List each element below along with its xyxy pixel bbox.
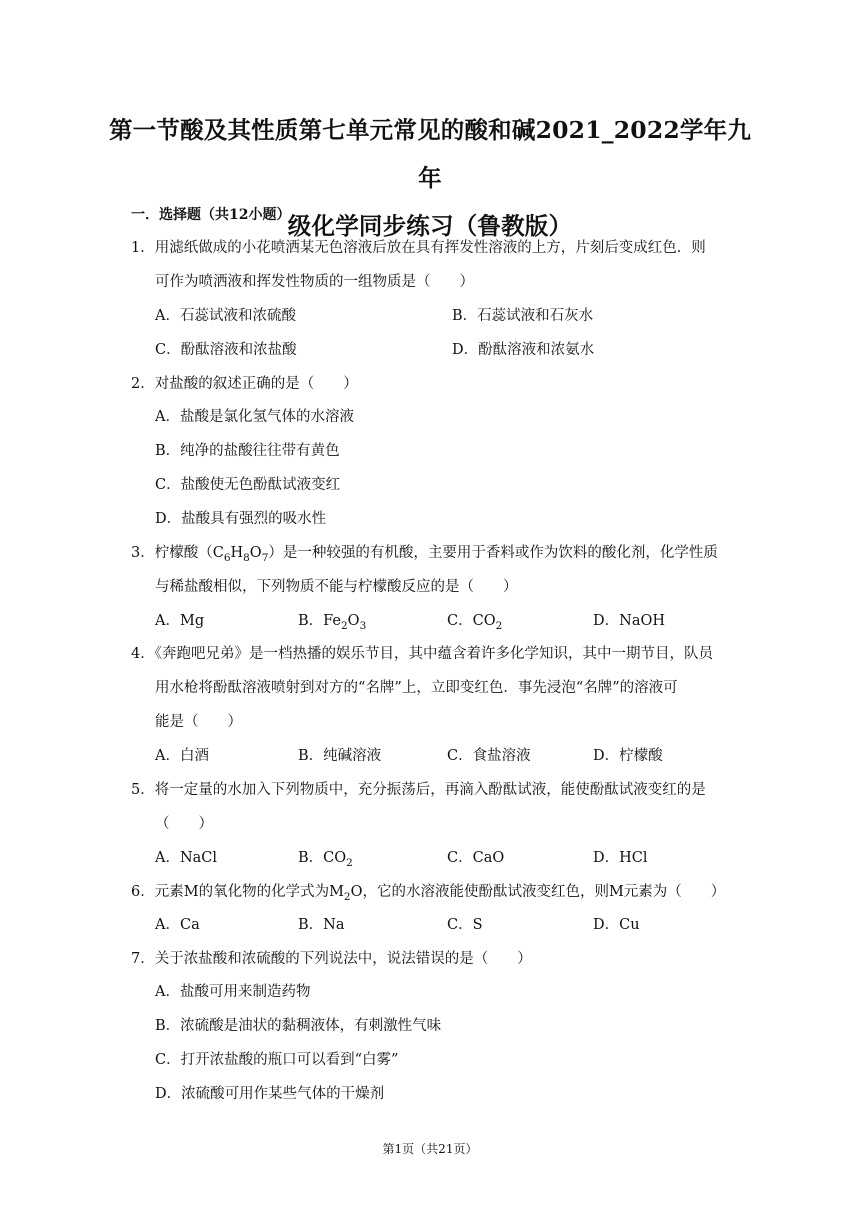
question-3-option-d: D．NaOH bbox=[593, 613, 665, 629]
question-1-stem-line-2: 可作为喷洒液和挥发性物质的一组物质是（ ） bbox=[155, 274, 474, 290]
question-6-option-d: D．Cu bbox=[593, 917, 640, 933]
section-header: 一．选择题（共12小题） bbox=[131, 207, 291, 223]
question-4-option-d: D．柠檬酸 bbox=[593, 748, 663, 764]
title-line-2: 级化学同步练习（鲁教版） bbox=[287, 212, 573, 240]
question-4-option-a: A．白酒 bbox=[155, 748, 209, 764]
question-5-stem-line-2: （ ） bbox=[155, 816, 213, 832]
question-3-stem-line-1: 3．柠檬酸$(C_6H_8O_7)$是一种较强的有机酸，主要用于香料或作为饮料的酸化剂，化学性质 bbox=[131, 545, 718, 564]
document-title bbox=[100, 106, 760, 250]
question-2-option-d: D．盐酸具有强烈的吸水性 bbox=[155, 511, 327, 527]
question-3-option-c: C．$CO_2$ bbox=[447, 613, 503, 632]
question-7-stem: 7．关于浓盐酸和浓硫酸的下列说法中，说法错误的是（ ） bbox=[131, 951, 532, 967]
title-line-1: 第一节酸及其性质第七单元常见的酸和碱2021_2022学年九年 bbox=[108, 116, 752, 192]
question-2-option-b: B．纯净的盐酸往往带有黄色 bbox=[155, 443, 340, 459]
question-4-stem-line-2: 用水枪将酚酞溶液喷射到对方的“名牌”上，立即变红色．事先浸泡“名牌”的溶液可 bbox=[155, 680, 678, 696]
question-7-option-b: B．浓硫酸是油状的黏稠液体，有刺激性气味 bbox=[155, 1018, 442, 1034]
question-5-stem-line-1: 5．将一定量的水加入下列物质中，充分振荡后，再滴入酚酞试液，能使酚酞试液变红的是 bbox=[131, 782, 706, 798]
question-6-option-a: A．Ca bbox=[155, 917, 200, 933]
question-3-option-b: B．$Fe_2O_3$ bbox=[298, 613, 367, 632]
question-7-option-d: D．浓硫酸可用作某些气体的干燥剂 bbox=[155, 1086, 385, 1102]
page-footer: 第1页（共21页） bbox=[382, 1142, 478, 1156]
question-4-option-b: B．纯碱溶液 bbox=[298, 748, 382, 764]
question-4-option-c: C．食盐溶液 bbox=[447, 748, 531, 764]
question-6-option-b: B．Na bbox=[298, 917, 345, 933]
question-1-option-b: B．石蕊试液和石灰水 bbox=[452, 308, 594, 324]
question-7-option-c: C．打开浓盐酸的瓶口可以看到“白雾” bbox=[155, 1052, 399, 1068]
question-1-stem-line-1: 1．用滤纸做成的小花喷洒某无色溶液后放在具有挥发性溶液的上方，片刻后变成红色．则 bbox=[131, 240, 706, 256]
question-5-option-a: A．NaCl bbox=[155, 850, 218, 866]
question-2-stem: 2．对盐酸的叙述正确的是（ ） bbox=[131, 376, 358, 392]
question-2-option-c: C．盐酸使无色酚酞试液变红 bbox=[155, 477, 341, 493]
question-5-option-b: B．$CO_2$ bbox=[298, 850, 353, 869]
question-3-stem-line-2: 与稀盐酸相似，下列物质不能与柠檬酸反应的是（ ） bbox=[155, 579, 518, 595]
question-6-stem: 6．元素M的氧化物的化学式为$M_2O$，它的水溶液能使酚酞试液变红色，则M元素为（ ） bbox=[131, 884, 726, 903]
question-3-option-a: A．Mg bbox=[155, 613, 205, 629]
question-1-option-c: C．酚酞溶液和浓盐酸 bbox=[155, 342, 297, 358]
question-5-option-d: D．HCl bbox=[593, 850, 648, 866]
question-1-option-d: D．酚酞溶液和浓氨水 bbox=[452, 342, 595, 358]
question-1-option-a: A．石蕊试液和浓硫酸 bbox=[155, 308, 296, 324]
question-6-option-c: C．S bbox=[447, 917, 483, 933]
question-4-stem-line-3: 能是（ ） bbox=[155, 714, 242, 730]
question-2-option-a: A．盐酸是氯化氢气体的水溶液 bbox=[155, 409, 354, 425]
question-5-option-c: C．CaO bbox=[447, 850, 505, 866]
question-7-option-a: A．盐酸可用来制造药物 bbox=[155, 984, 311, 1000]
question-4-stem-line-1: 4．《奔跑吧兄弟》是一档热播的娱乐节目，其中蕴含着许多化学知识，其中一期节目，队员 bbox=[131, 646, 713, 662]
